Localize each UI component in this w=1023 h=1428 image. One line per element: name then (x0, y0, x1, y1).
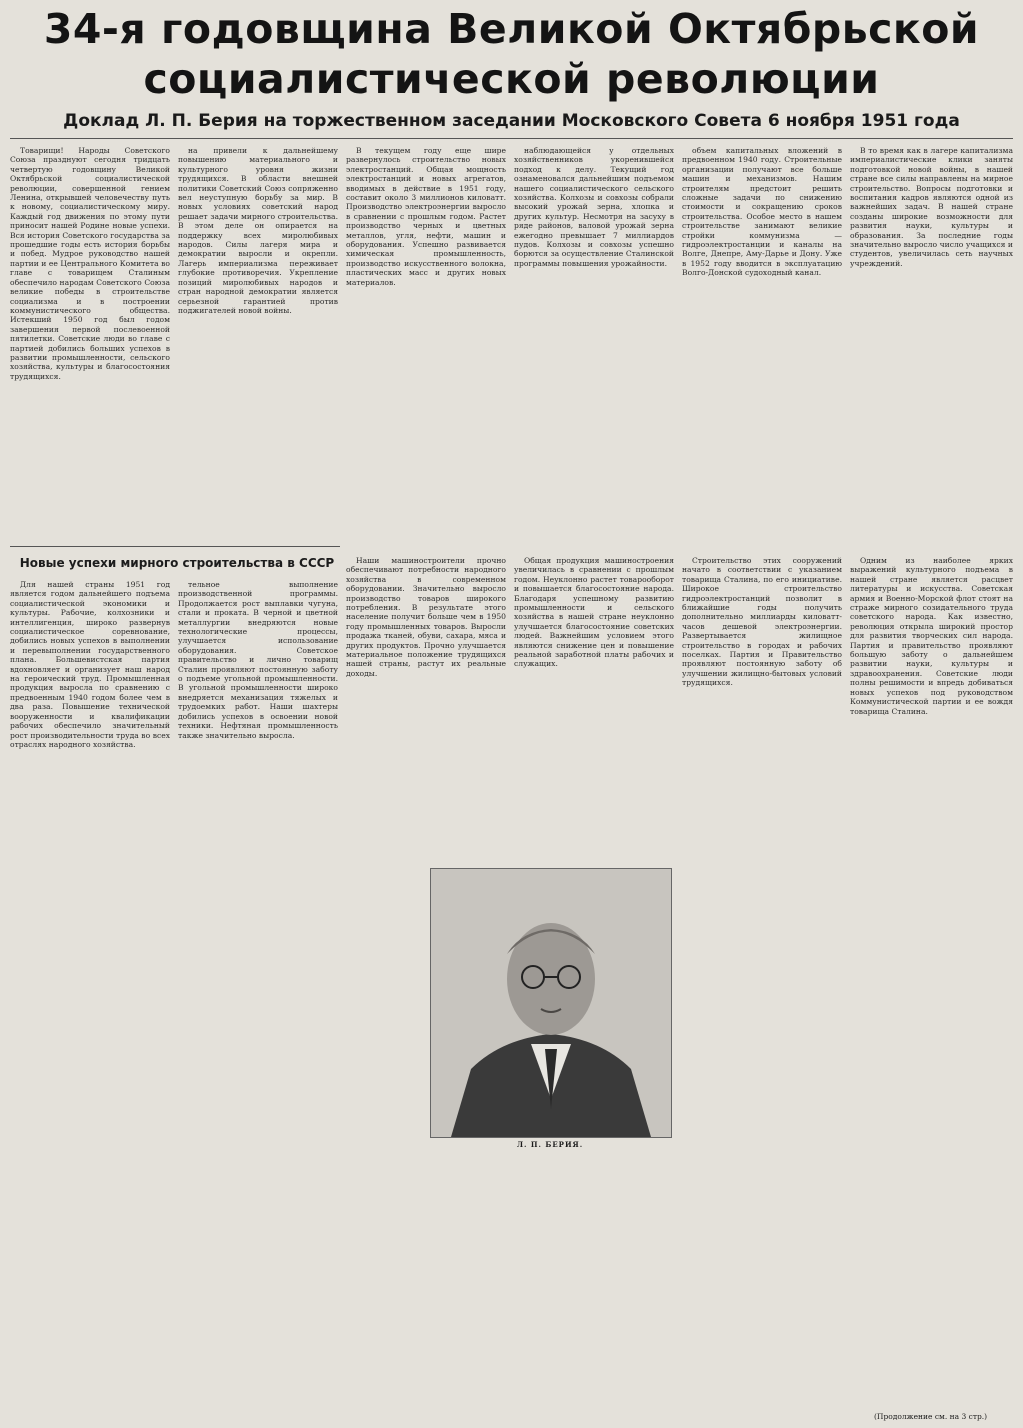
title-line-1: 34-я годовщина Великой Октябрьской (43, 5, 980, 53)
column-text: Товарищи! Народы Советского Союза празднуют сегодня тридцать четвертую годовщину Великой Октябрьской социалистической революции, совершенной гением Ленина, открывшей человечеству путь к новому, социалистическому миру. Каждый год движения по этому пути приносит нашей Родине новые успехи. Вся история Советского государства за прошедшие годы есть история борьбы и побед. Мудрое руководство нашей партии и ее Центрального Комитета во главе с товарищем Сталиным обеспечило народам Советского Союза великие победы в строительстве социализма и в построении коммунистического общества. Истекший 1950 год был годом завершения первой послевоенной пятилетки. Советские люди во главе с партией добились больших успехов в развитии промышленности, сельского хозяйства, культуры и благосостояния трудящихся. (10, 146, 170, 381)
title-line-2: социалистической революции (143, 55, 880, 103)
header-divider (10, 138, 1013, 139)
column-text: на привели к дальнейшему повышению материального и культурного уровня жизни трудящихся. В области внешней политики Советский Союз сопряженно вел неуступную борьбу за мир. В новых условиях советский народ решает задачи мирного строительства. В этом деле он опирается на поддержку всех миролюбивых народов. Силы лагеря мира и демократии выросли и окрепли. Лагерь империализма переживает глубокие противоречия. Укрепление позиций миролюбивых народов и стран народной демократии является серьезной гарантией против поджигателей новой войны. (178, 146, 338, 315)
article-column-1-lower (10, 580, 170, 1400)
column-text: наблюдающейся у отдельных хозяйственников укоренившейся подход к делу. Текущий год ознаменовался дальнейшим подъемом нашего социалистического сельского хозяйства. Колхозы и совхозы собрали высокий урожай зерна, хлопка и других культур. Несмотря на засуху в ряде районов, валовой урожай зерна ежегодно превышает 7 миллиардов пудов. Колхозы и совхозы успешно борются за осуществление Сталинской программы повышения урожайности. (514, 146, 674, 268)
article-column-3-lower (346, 556, 506, 856)
column-text: Общая продукция машиностроения увеличилась в сравнении с прошлым годом. Неуклонно растет товарооборот и повышается благосостояние народа. Благодаря успешному развитию промышленности и сельского хозяйства в нашей стране неуклонно улучшается благосостояние советских людей. Важнейшим условием этого являются снижение цен и повышение реальной заработной платы рабочих и служащих. (514, 556, 674, 669)
article-column-6-lower (850, 556, 1013, 1400)
article-column-2-lower (178, 580, 338, 1400)
article-column-3 (346, 146, 506, 542)
photo-caption: Л. П. БЕРИЯ. (516, 1140, 584, 1149)
article-column-4-lower (514, 556, 674, 856)
column-text: Одним из наиболее ярких выражений культурного подъема в нашей стране является расцвет литературы и искусства. Советская армия и Военно-Морской флот стоят на страже мирного созидательного труда советского народа. Как известно, революция открыла широкий простор для развития творческих сил народа. Партия и правительство проявляют большую заботу о дальнейшем развитии науки, культуры и здравоохранения. Советские люди полны решимости и впредь добиваться новых успехов под руководством Коммунистической партии и ее вождя товарища Сталина. (850, 556, 1013, 716)
section-heading: Новые успехи мирного строительства в СССР (19, 556, 335, 570)
article-column-5 (682, 146, 842, 542)
page-title (0, 4, 1023, 104)
column-text: Строительство этих сооружений начато в соответствии с указанием товарища Сталина, по его инициативе. Широкое строительство гидроэлектростанций позволит в ближайшие годы получить дополнительно миллиарды киловатт-часов дешевой электроэнергии. Развертывается жилищное строительство в городах и рабочих поселках. Партия и Правительство проявляют постоянную заботу об улучшении жилищно-бытовых условий трудящихся. (682, 556, 842, 688)
portrait-illustration (431, 869, 671, 1137)
article-column-1 (10, 146, 170, 542)
page-subtitle: Доклад Л. П. Берия на торжественном заседании Московского Совета 6 ноября 1951 года (63, 111, 960, 131)
article-column-6 (850, 146, 1013, 542)
article-column-2 (178, 146, 338, 542)
continued-note: (Продолжение см. на 3 стр.) (874, 1412, 988, 1421)
article-column-4 (514, 146, 674, 542)
article-column-5-lower (682, 556, 842, 1400)
portrait-photo (430, 868, 672, 1138)
section-divider (10, 546, 340, 547)
column-text: тельное выполнение производственной программы. Продолжается рост выплавки чугуна, стали и проката. В черной и цветной металлургии внедряются новые технологические процессы, улучшается использование оборудования. Советское правительство и лично товарищ Сталин проявляют постоянную заботу о подъеме угольной промышленности. В угольной промышленности широко внедряется механизация тяжелых и трудоемких работ. Наши шахтеры добились успехов в освоении новой техники. Нефтяная промышленность также значительно выросла. (178, 580, 338, 740)
column-text: В то время как в лагере капитализма империалистические клики заняты подготовкой новой войны, в нашей стране все силы направлены на мирное строительство. Вопросы подготовки и воспитания кадров являются одной из важнейших задач. В нашей стране созданы широкие возможности для развития науки, культуры и образования. За последние годы значительно выросло число учащихся и студентов, увеличилась сеть научных учреждений. (850, 146, 1013, 268)
column-text: Наши машиностроители прочно обеспечивают потребности народного хозяйства в современном оборудовании. Значительно выросло производство товаров широкого потребления. В результате этого население получит больше чем в 1950 году промышленных товаров. Выросли продажа тканей, обуви, сахара, мяса и других продуктов. Прочно улучшается материальное положение трудящихся нашей страны, растут их реальные доходы. (346, 556, 506, 678)
column-text: объем капитальных вложений в предвоенном 1940 году. Строительные организации получают все больше машин и механизмов. Нашим строителям предстоит решить сложные задачи по снижению стоимости и сокращению сроков строительства. Особое место в нашем строительстве занимают великие стройки коммунизма — гидроэлектростанции и каналы на Волге, Днепре, Аму-Дарье и Дону. Уже в 1952 году вводится в эксплуатацию Волго-Донской судоходный канал. (682, 146, 842, 278)
column-text: В текущем году еще шире развернулось строительство новых электростанций. Общая мощность электростанций и новых агрегатов, вводимых в действие в 1951 году, составит около 3 миллионов киловатт. Производство электроэнергии выросло в сравнении с прошлым годом. Растет производство черных и цветных металлов, угля, нефти, машин и оборудования. Успешно развивается химическая промышленность, производство искусственного волокна, пластических масс и других новых материалов. (346, 146, 506, 287)
column-text: Для нашей страны 1951 год является годом дальнейшего подъема социалистической экономики и культуры. Рабочие, колхозники и интеллигенция, широко развернув социалистическое соревнование, добились новых успехов в выполнении и перевыполнении государственного плана. Большевистская партия вдохновляет и организует наш народ на героический труд. Промышленная продукция выросла по сравнению с предвоенным 1940 годом более чем в два раза. Повышение технической вооруженности и квалификации рабочих обеспечило значительный рост производительности труда во всех отраслях народного хозяйства. (10, 580, 170, 749)
